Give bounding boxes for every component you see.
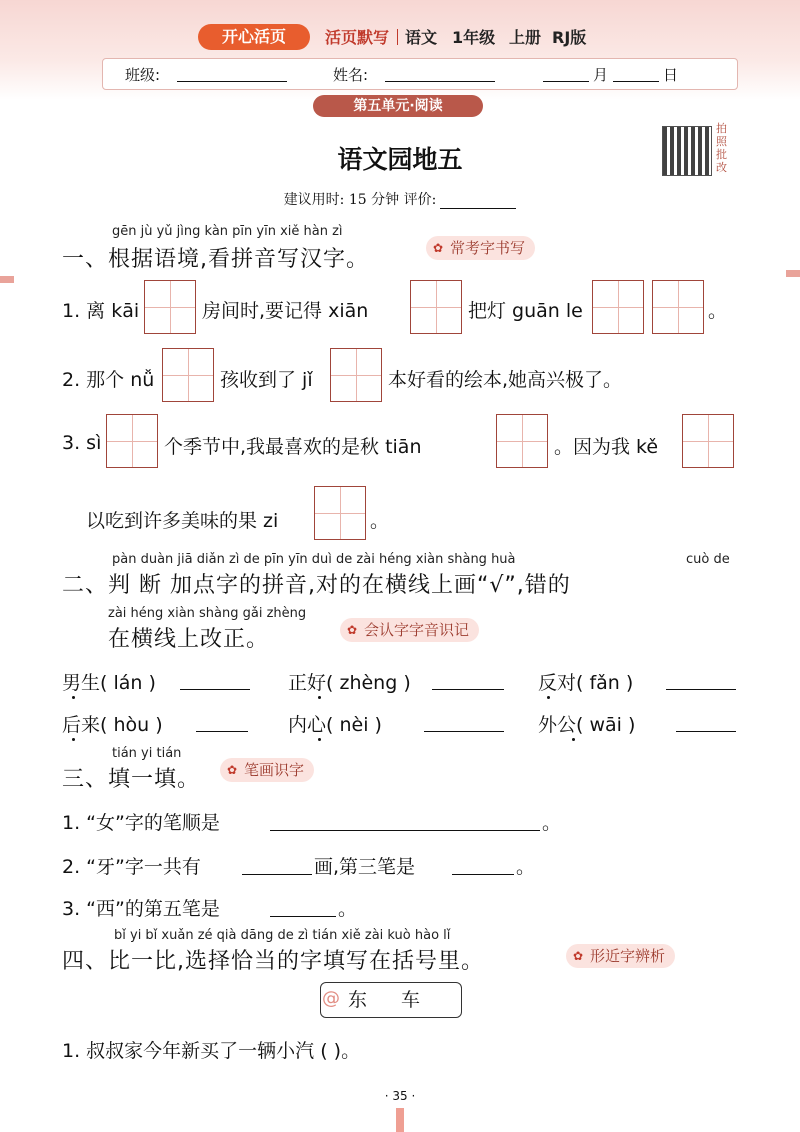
word-item	[288, 710, 382, 737]
section2-heading1: 二、判 断 加点字的拼音,对的在横线上画“√”,错的	[62, 573, 571, 598]
answer-blank[interactable]	[424, 731, 504, 732]
q1-2-text-b: 孩收到了 jǐ	[220, 369, 313, 391]
q1-3-text-a: 3. sì	[62, 432, 102, 454]
word: 内心	[288, 714, 327, 736]
q1-3-text-b: 个季节中,我最喜欢的是秋 tiān	[164, 436, 422, 458]
q1-3b-text-a: 以吃到许多美味的果 zi	[86, 510, 279, 532]
q1-1-text-b: 房间时,要记得 xiān	[202, 300, 369, 322]
student-info-bar	[102, 58, 738, 90]
char-box[interactable]	[106, 414, 158, 468]
snail-icon: @	[322, 988, 340, 1009]
left-edge-mark	[0, 276, 14, 283]
name-field[interactable]	[385, 65, 495, 82]
word: 男生	[62, 672, 101, 694]
bottom-edge-mark	[396, 1108, 404, 1132]
header-divider	[397, 29, 398, 45]
char-box[interactable]	[652, 280, 704, 334]
q3-1-text-b: 。	[542, 812, 562, 834]
class-field[interactable]	[177, 65, 287, 82]
emphasis-dot	[318, 696, 321, 699]
grade: 1年级	[452, 28, 496, 47]
answer-blank[interactable]	[432, 689, 504, 690]
char-box[interactable]	[496, 414, 548, 468]
char-box[interactable]	[314, 486, 366, 540]
word-pinyin: ( fǎn )	[576, 672, 634, 694]
section3-tag: ✿ 笔画识字	[220, 758, 314, 782]
q1-1-text-a: 1. 离 kāi	[62, 300, 140, 322]
word-item	[62, 710, 163, 737]
q1-1-text-d: 。	[708, 300, 728, 322]
word: 正好	[288, 672, 327, 694]
section4-heading: 四、比一比,选择恰当的字填写在括号里。	[62, 949, 484, 974]
q4-1-text: 1. 叔叔家今年新买了一辆小汽 ( )。	[62, 1040, 361, 1062]
unit-badge: 第五单元·阅读	[313, 95, 483, 117]
evaluation-field[interactable]	[440, 192, 516, 209]
section3-heading: 三、填一填。	[62, 767, 201, 792]
word-pinyin: ( hòu )	[100, 714, 163, 736]
section1-pinyin: gēn jù yǔ jìng kàn pīn yīn xiě hàn zì	[112, 224, 343, 239]
q3-2-text-b: 画,第三笔是	[314, 856, 416, 878]
char-box[interactable]	[410, 280, 462, 334]
word-item	[62, 668, 156, 695]
q3-3-text-a: 3. “西”的第五笔是	[62, 898, 220, 920]
suggested-time	[0, 189, 800, 209]
section1-heading: 一、根据语境,看拼音写汉字。	[62, 247, 369, 272]
answer-blank[interactable]	[180, 689, 250, 690]
q1-2-text-a: 2. 那个 nǚ	[62, 369, 155, 391]
suggested-time-text: 建议用时: 15 分钟 评价:	[283, 192, 437, 208]
class-label: 班级:	[125, 66, 161, 84]
emphasis-dot	[318, 738, 321, 741]
emphasis-dot	[72, 696, 75, 699]
emphasis-dot	[72, 738, 75, 741]
answer-blank[interactable]	[676, 731, 736, 732]
char-box[interactable]	[144, 280, 196, 334]
day-field[interactable]	[613, 65, 659, 82]
char-box[interactable]	[330, 348, 382, 402]
emphasis-dot	[572, 738, 575, 741]
answer-blank[interactable]	[666, 689, 736, 690]
char-box[interactable]	[682, 414, 734, 468]
brand-logo: 开心活页	[198, 24, 310, 50]
page-number: · 35 ·	[384, 1089, 416, 1103]
section2-heading2: 在横线上改正。	[108, 627, 270, 652]
q3-3-text-b: 。	[338, 898, 358, 920]
section2-pinyin2: zài héng xiàn shàng gǎi zhèng	[108, 606, 307, 621]
edition: RJ版	[552, 28, 587, 47]
word-item	[288, 668, 411, 695]
q1-3-text-c: 。因为我 kě	[554, 436, 659, 458]
section2-pinyin1: pàn duàn jiā diǎn zì de pīn yīn duì de zài héng xiàn shàng huà	[112, 552, 516, 567]
answer-blank[interactable]	[242, 874, 312, 875]
word-pinyin: ( nèi )	[326, 714, 382, 736]
char-box[interactable]	[162, 348, 214, 402]
name-label: 姓名:	[333, 66, 369, 84]
emphasis-dot	[547, 696, 550, 699]
answer-blank[interactable]	[452, 874, 514, 875]
answer-blank[interactable]	[270, 916, 336, 917]
answer-blank[interactable]	[196, 731, 248, 732]
q1-1-text-c: 把灯 guān le	[468, 300, 583, 322]
section2-pinyin1b: cuò de	[686, 552, 730, 567]
qr-code-icon[interactable]	[662, 126, 712, 176]
word-pinyin: ( wāi )	[576, 714, 636, 736]
q3-2-text-c: 。	[516, 856, 536, 878]
month-field[interactable]	[543, 65, 589, 82]
subject: 语文	[405, 28, 438, 47]
answer-blank[interactable]	[270, 830, 540, 831]
word: 外公	[538, 714, 577, 736]
page-title: 语文园地五	[337, 145, 463, 174]
word: 反对	[538, 672, 577, 694]
q3-1-text-a: 1. “女”字的笔顺是	[62, 812, 220, 834]
volume: 上册	[509, 28, 542, 47]
section1-tag: ✿ 常考字书写	[426, 236, 535, 260]
word-item	[538, 668, 633, 695]
section4-pinyin: bǐ yi bǐ xuǎn zé qià dāng de zì tián xiě zài kuò hào lǐ	[114, 928, 451, 943]
section4-tag: ✿ 形近字辨析	[566, 944, 675, 968]
qr-label: 拍照批改	[716, 122, 727, 174]
day-label: 日	[663, 66, 679, 84]
right-edge-mark	[786, 270, 800, 277]
month-label: 月	[593, 66, 609, 84]
q3-2-text-a: 2. “牙”字一共有	[62, 856, 201, 878]
char-box[interactable]	[592, 280, 644, 334]
q1-3b-text-b: 。	[370, 510, 390, 532]
word: 后来	[62, 714, 101, 736]
section2-tag: ✿ 会认字字音识记	[340, 618, 479, 642]
series-name: 活页默写	[325, 28, 390, 47]
word-item	[538, 710, 635, 737]
word-pinyin: ( lán )	[100, 672, 156, 694]
word-pinyin: ( zhèng )	[326, 672, 411, 694]
section3-pinyin: tián yi tián	[112, 746, 182, 761]
q1-2-text-c: 本好看的绘本,她高兴极了。	[388, 369, 623, 391]
choice-ribbon: 东 车	[320, 982, 462, 1018]
